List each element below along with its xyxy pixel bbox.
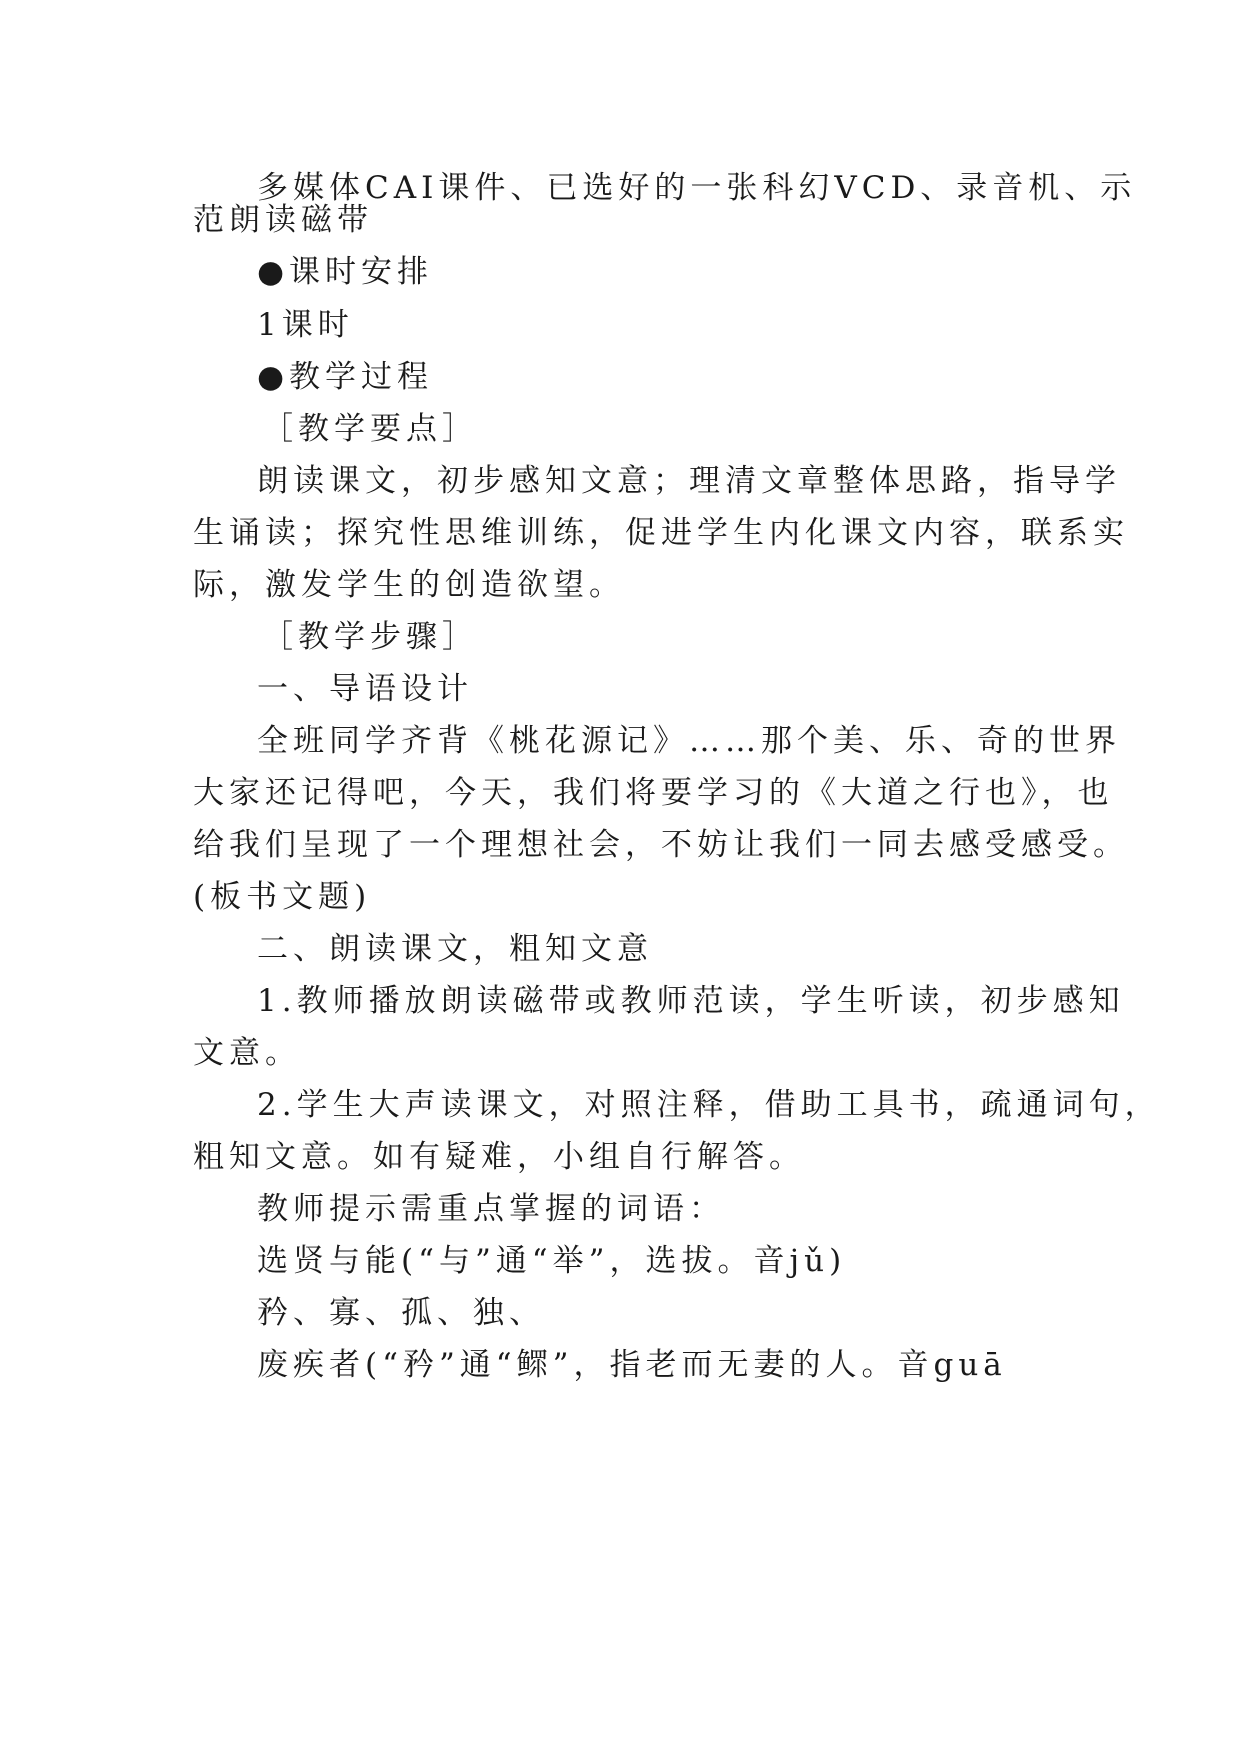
paragraph-line: 2.学生大声读课文，对照注释，借助工具书，疏通词句， — [257, 1087, 1161, 1123]
section-heading: ●教学过程 — [257, 359, 434, 395]
paragraph-line: 朗读课文，初步感知文意；理清文章整体思路，指导学 — [257, 463, 1121, 499]
paragraph-line: 教师提示需重点掌握的词语： — [257, 1191, 725, 1227]
paragraph-line: 全班同学齐背《桃花源记》……那个美、乐、奇的世界 — [257, 723, 1121, 759]
step-heading: 一、导语设计 — [257, 671, 473, 707]
step-heading: 二、朗读课文，粗知文意 — [257, 931, 653, 967]
paragraph-line: 矜、寡、孤、独、 — [257, 1295, 545, 1331]
paragraph-line: 文意。 — [193, 1035, 301, 1071]
subsection-heading: ［教学要点］ — [262, 411, 478, 447]
subsection-heading: ［教学步骤］ — [262, 619, 478, 655]
paragraph-line: 生诵读；探究性思维训练，促进学生内化课文内容，联系实 — [193, 515, 1129, 551]
paragraph-line: 大家还记得吧，今天，我们将要学习的《大道之行也》，也 — [193, 775, 1114, 811]
paragraph-line: 粗知文意。如有疑难，小组自行解答。 — [193, 1139, 805, 1175]
paragraph-line: 选贤与能(“与”通“举”，选拔。音jǔ) — [257, 1243, 847, 1279]
paragraph-line: 多媒体CAI课件、已选好的一张科幻VCD、录音机、示 — [257, 170, 1137, 206]
paragraph-line: 1课时 — [257, 307, 354, 343]
section-heading: ●课时安排 — [257, 254, 434, 290]
paragraph-line: 给我们呈现了一个理想社会，不妨让我们一同去感受感受。 — [193, 827, 1129, 863]
paragraph-line: 1.教师播放朗读磁带或教师范读，学生听读，初步感知 — [257, 983, 1125, 1019]
paragraph-line: 废疾者(“矜”通“鳏”，指老而无妻的人。音guā — [257, 1347, 1007, 1383]
paragraph-line: (板书文题) — [193, 879, 372, 915]
paragraph-line: 际，激发学生的创造欲望。 — [193, 567, 625, 603]
paragraph-line: 范朗读磁带 — [193, 202, 373, 238]
